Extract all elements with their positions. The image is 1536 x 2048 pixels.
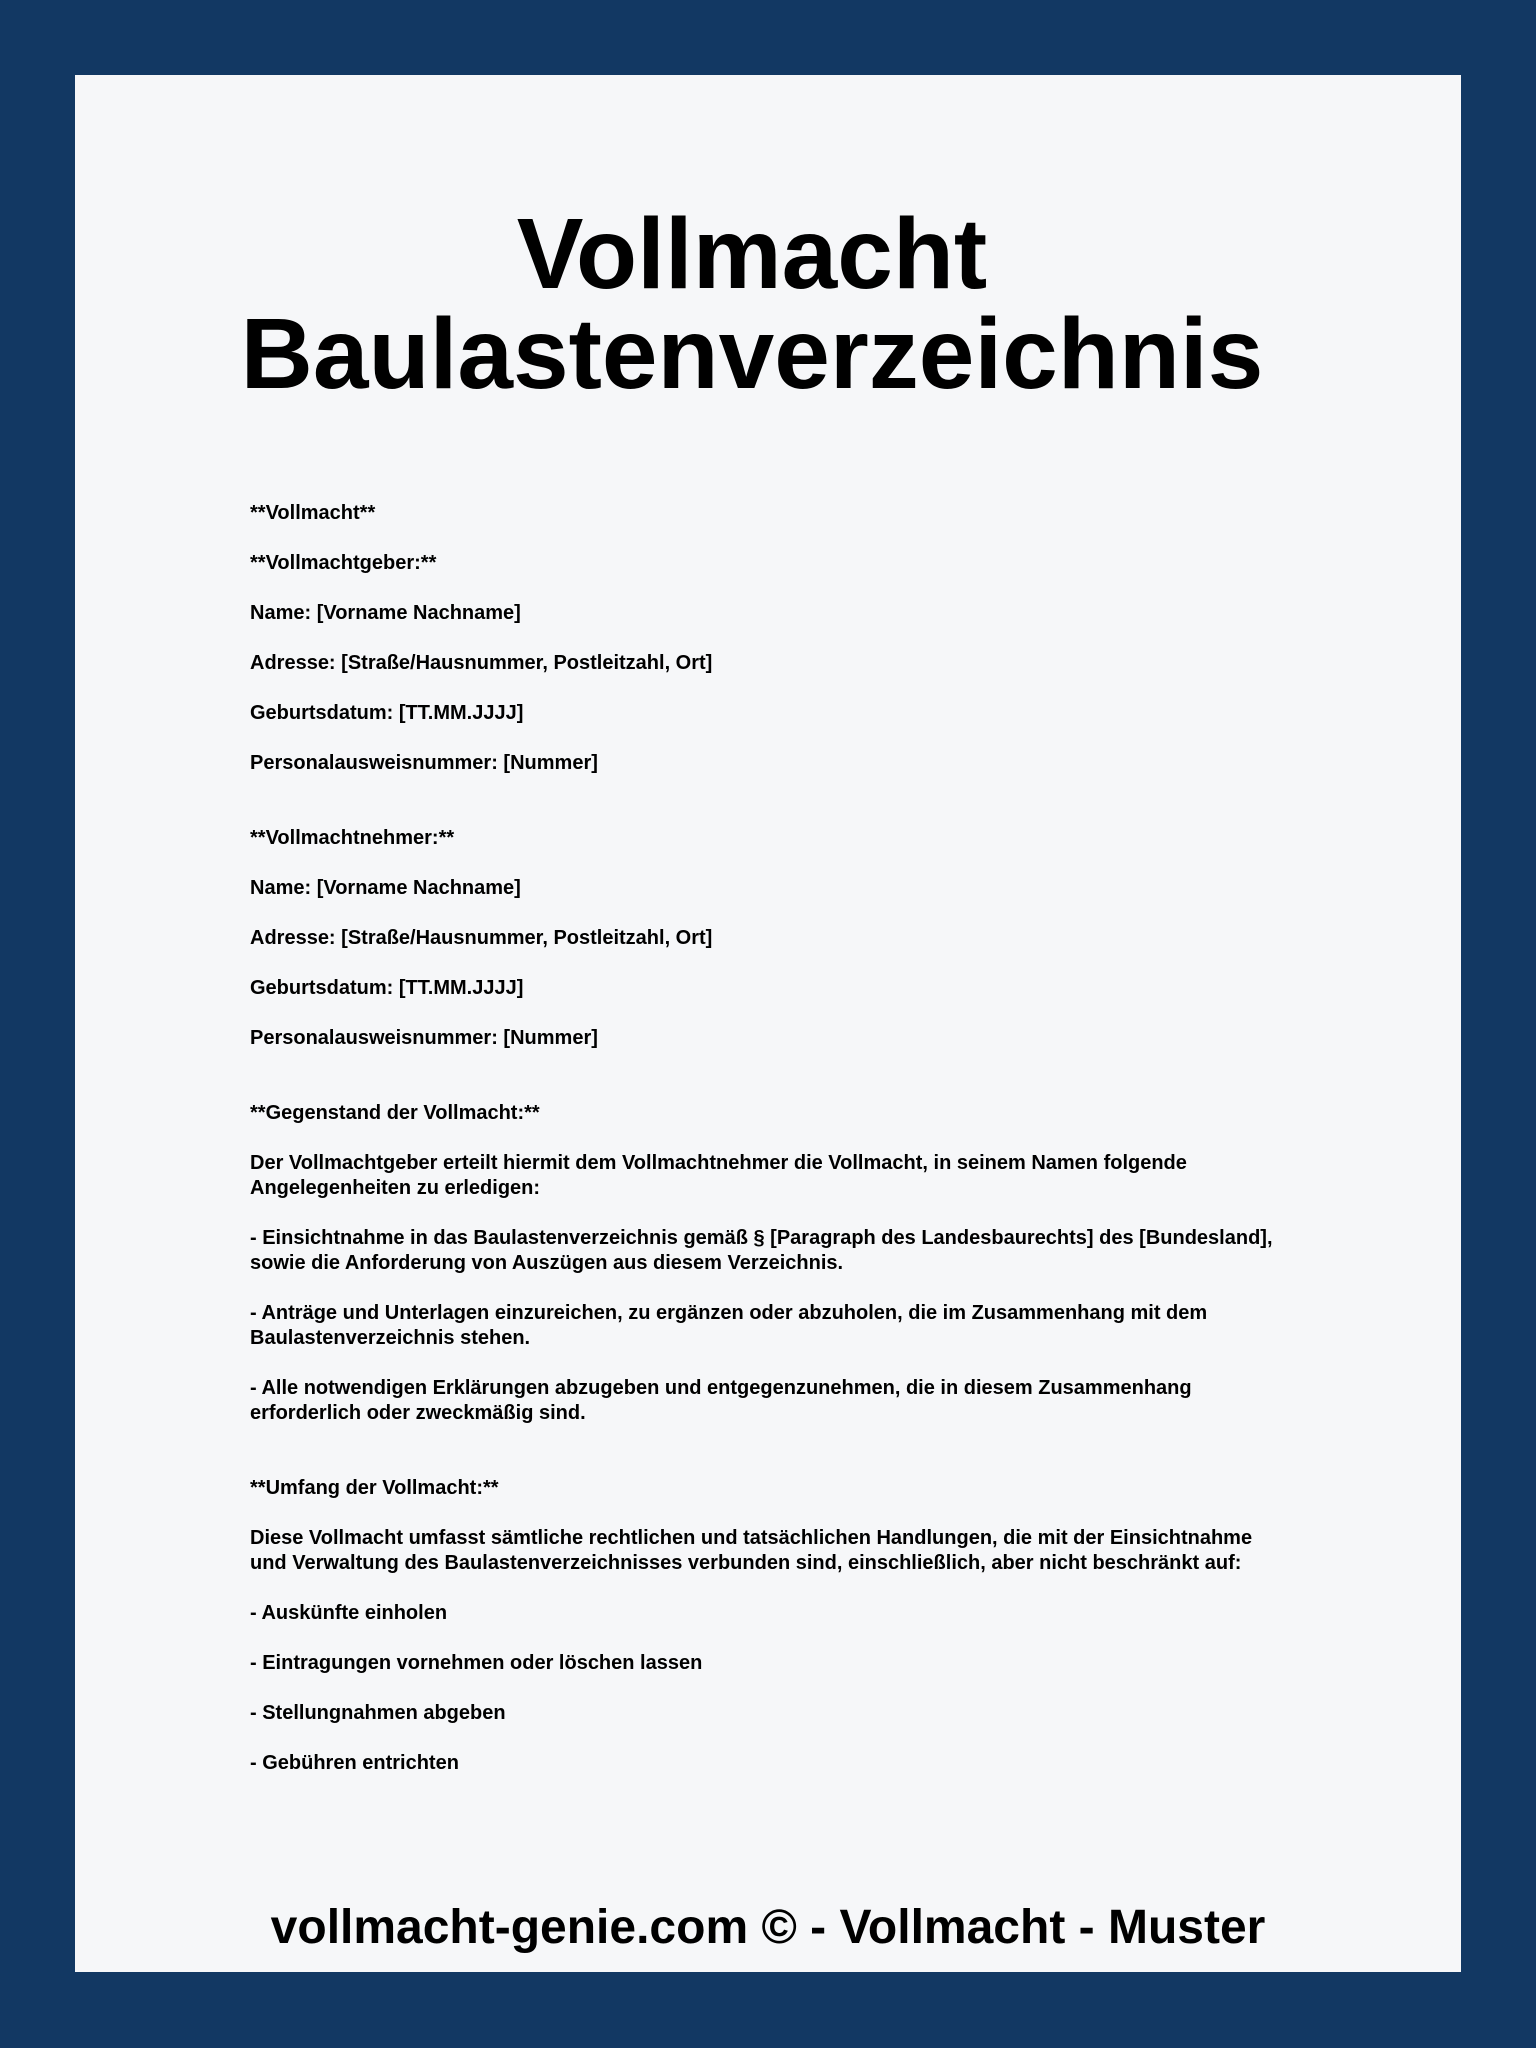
doc-paragraph: Diese Vollmacht umfasst sämtliche rechtlichen und tatsächlichen Handlungen, die mit der Einsichtnahme und Verwaltung des Baulastenverzeichnisses verbunden sind, einschließlich, aber nicht beschränkt auf: (250, 1527, 1253, 1574)
doc-paragraph: Personalausweisnummer: [Nummer] (250, 1027, 598, 1049)
doc-heading: **Vollmacht** (250, 502, 376, 524)
document-body (250, 501, 1370, 1776)
doc-paragraph: Name: [Vorname Nachname] (250, 877, 521, 899)
doc-bullet-line: - Einsichtnahme in das Baulastenverzeichnis gemäß § [Paragraph des Landesbaurechts] des [Bundesland], sowie die Anforderung von Auszügen aus diesem Verzeichnis. (250, 1227, 1273, 1274)
section-gap (250, 801, 1370, 826)
document-footer: vollmacht-genie.com © - Vollmacht - Muster (270, 1901, 1266, 1954)
document-title-line2: Baulastenverzeichnis (240, 298, 1264, 410)
section-gap (250, 1076, 1370, 1101)
doc-paragraph: Personalausweisnummer: [Nummer] (250, 752, 598, 774)
document-title-line1: Vollmacht (516, 198, 988, 310)
doc-bullet-line: - Gebühren entrichten (250, 1752, 459, 1774)
doc-heading: **Vollmachtgeber:** (250, 552, 437, 574)
document-title (75, 198, 1429, 410)
doc-paragraph: Der Vollmachtgeber erteilt hiermit dem Vollmachtnehmer die Vollmacht, in seinem Namen folgende Angelegenheiten zu erledigen: (250, 1152, 1187, 1199)
doc-paragraph: Geburtsdatum: [TT.MM.JJJJ] (250, 977, 524, 999)
doc-paragraph: Adresse: [Straße/Hausnummer, Postleitzahl, Ort] (250, 652, 713, 674)
doc-bullet-line: - Alle notwendigen Erklärungen abzugeben und entgegenzunehmen, die in diesem Zusammenhang erforderlich oder zweckmäßig sind. (250, 1377, 1192, 1424)
doc-paragraph: Geburtsdatum: [TT.MM.JJJJ] (250, 702, 524, 724)
doc-bullet-line: - Eintragungen vornehmen oder löschen lassen (250, 1652, 703, 1674)
doc-paragraph: Adresse: [Straße/Hausnummer, Postleitzahl, Ort] (250, 927, 713, 949)
doc-heading: **Vollmachtnehmer:** (250, 827, 455, 849)
doc-heading: **Umfang der Vollmacht:** (250, 1477, 499, 1499)
doc-bullet-line: - Anträge und Unterlagen einzureichen, zu ergänzen oder abzuholen, die im Zusammenhang mit dem Baulastenverzeichnis stehen. (250, 1302, 1208, 1349)
doc-heading: **Gegenstand der Vollmacht:** (250, 1102, 540, 1124)
document-page (75, 75, 1461, 1972)
section-gap (250, 1451, 1370, 1476)
doc-bullet-line: - Stellungnahmen abgeben (250, 1702, 506, 1724)
doc-bullet-line: - Auskünfte einholen (250, 1602, 448, 1624)
doc-paragraph: Name: [Vorname Nachname] (250, 602, 521, 624)
